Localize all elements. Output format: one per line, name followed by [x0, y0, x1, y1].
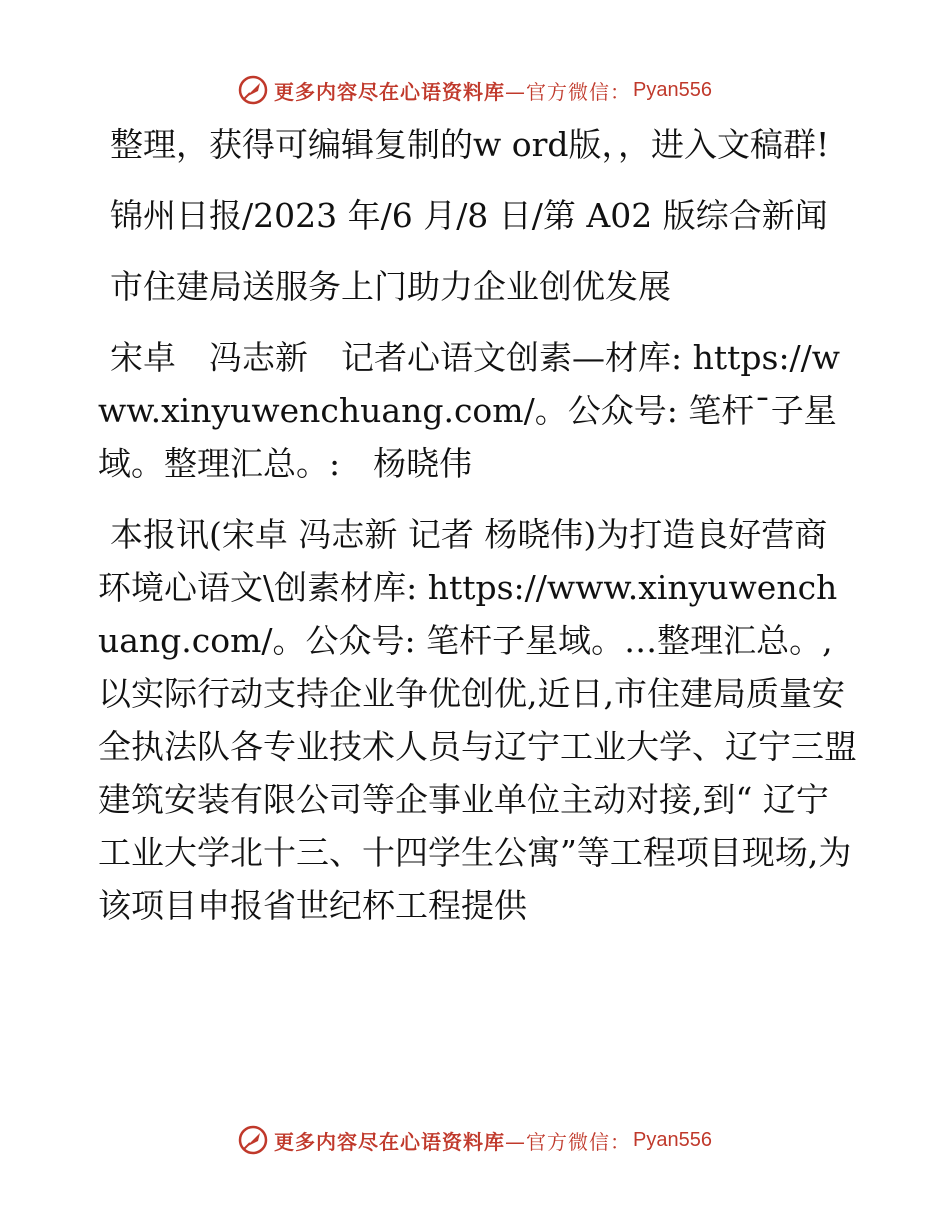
intro-paragraph: 整理，获得可编辑复制的w ord版，，进入文稿群! — [110, 125, 830, 164]
banner-wechat-handle: Pyan556 — [633, 1128, 712, 1151]
quill-logo-icon — [238, 1125, 268, 1155]
banner-wechat-handle: Pyan556 — [633, 78, 712, 101]
banner-official-label: —官方微信： — [505, 79, 632, 104]
footer-watermark-banner — [0, 1120, 950, 1160]
source-line: 锦州日报/2023 年/6 月/8 日/第 A02 版综合新闻 — [110, 196, 828, 235]
article-title: 市住建局送服务上门助力企业创优发展 — [110, 267, 671, 306]
banner-text: 更多内容尽在心语资料库 — [274, 1129, 506, 1154]
article-body-paragraph: 本报讯(宋卓 冯志新 记者 杨晓伟)为打造良好营商环境心语文\创素材库: https://www.xinyuwenchuang.com/。公众号: 笔杆子星域。…整理汇总。,以实际行动支持企业争优创优,近日,市住建局质量安全执法队各专业技术人员与辽宁工业大学、辽宁三盟建筑安装有限公司等企事业单位主动对接,到“ 辽宁工业大学北十三、十四学生公寓”等工程项目现场,为该项目申报省世纪杯工程提供 — [98, 515, 857, 925]
document-body — [98, 118, 858, 932]
banner-text: 更多内容尽在心语资料库 — [274, 79, 506, 104]
banner-official-label: —官方微信： — [505, 1129, 632, 1154]
header-watermark-banner — [0, 70, 950, 110]
byline-paragraph: 宋卓 冯志新 记者心语文创素—材库: https://www.xinyuwenchuang.com/。公众号: 笔杆¯子星域。整理汇总。: 杨晓伟 — [98, 338, 841, 483]
quill-logo-icon — [238, 75, 268, 105]
